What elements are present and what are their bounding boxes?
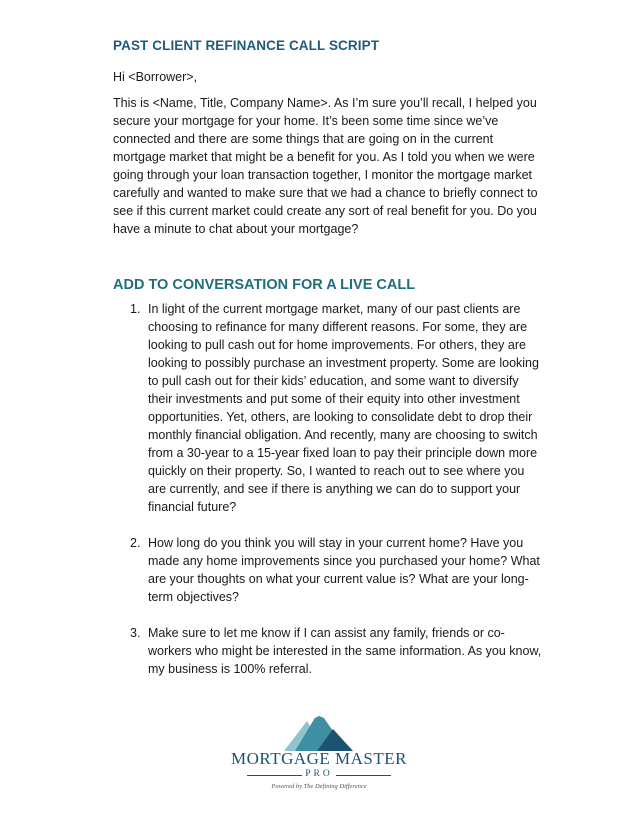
company-logo	[229, 707, 409, 797]
greeting: Hi <Borrower>,	[113, 70, 198, 84]
section-title: ADD TO CONVERSATION FOR A LIVE CALL	[113, 277, 416, 293]
mountain-logo-icon	[229, 707, 409, 751]
list-item	[113, 534, 543, 606]
logo-sub: PRO	[305, 769, 333, 779]
list-number: 2.	[130, 536, 141, 550]
list-item	[113, 624, 543, 678]
document-title: PAST CLIENT REFINANCE CALL SCRIPT	[113, 38, 380, 53]
list-item	[113, 300, 543, 516]
script-list	[113, 300, 543, 678]
logo-tagline: Powered by The Defining Difference	[271, 783, 367, 790]
list-item-text: In light of the current mortgage market, many of our past clients are choosing to refinance for many different reasons. For some, they are looking to pull cash out for home improvements. For others, they are looking to possibly purchase an investment property. Some are looking to pull cash out for their kids’ education, and some want to diversify their investments and put some of their equity into other investment opportunities. Yet, others, are looking to consolidate debt to drop their monthly financial obligation. And recently, many are choosing to switch from a 30-year to a 15-year fixed loan to pay their principle down more quickly on their property. So, I wanted to reach out to see where you are currently, and see if there is anything we can do to support your financial future?	[148, 302, 539, 514]
list-number: 1.	[130, 302, 141, 316]
logo-divider	[336, 775, 391, 776]
list-item-text: How long do you think you will stay in your current home? Have you made any home improvements since you purchased your home? What are your thoughts on what your current value is? What are your long-term objectives?	[148, 536, 540, 604]
intro-paragraph: This is <Name, Title, Company Name>. As I’m sure you’ll recall, I helped you secure your mortgage for your home. It’s been some time since we’ve connected and there are some things that are going on in the current mortgage market that might be a benefit for you. As I told you when we were going through your loan transaction together, I monitor the mortgage market carefully and wanted to make sure that we had a chance to briefly connect to see if this current market could create any sort of real benefit for you. Do you have a minute to chat about your mortgage?	[113, 96, 538, 236]
list-item-text: Make sure to let me know if I can assist any family, friends or co-workers who might be interested in the same information. As you know, my business is 100% referral.	[148, 626, 542, 676]
list-number: 3.	[130, 626, 141, 640]
logo-name: MORTGAGE MASTER	[230, 749, 407, 768]
